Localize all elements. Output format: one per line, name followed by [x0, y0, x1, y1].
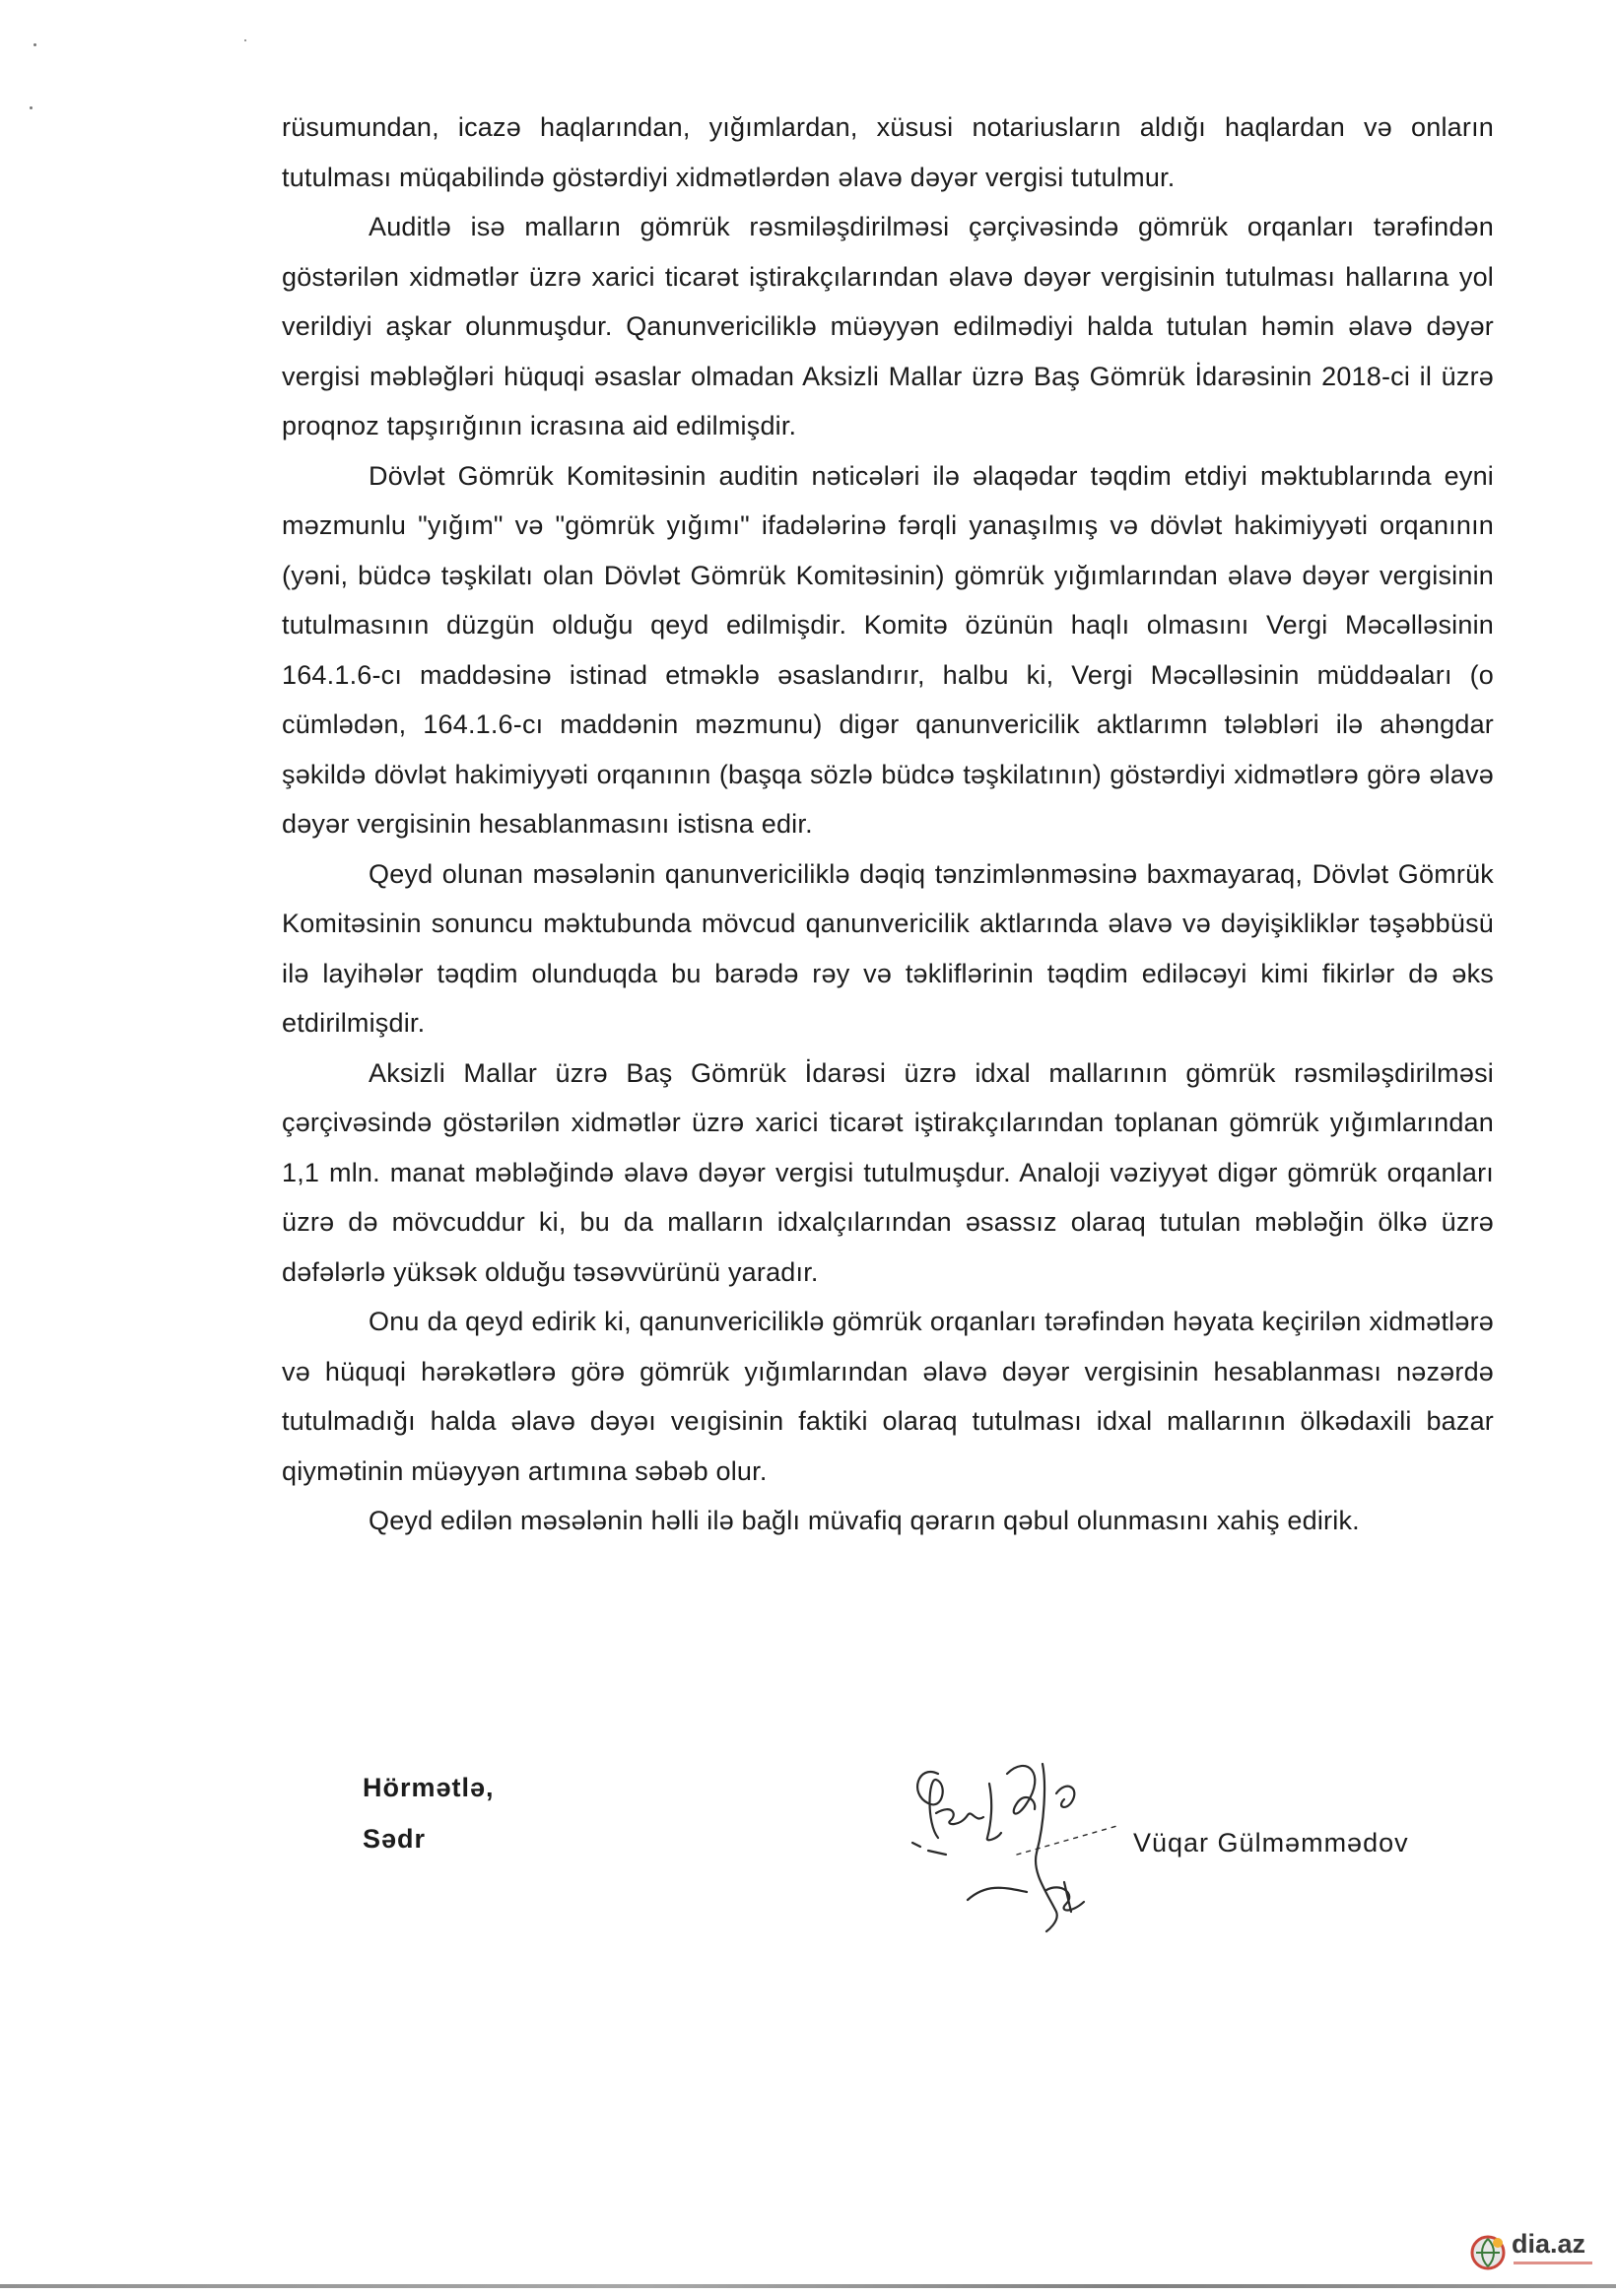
dia-globe-logo-icon	[1468, 2233, 1508, 2272]
signer-name: Vüqar Gülməmmədov	[1133, 1828, 1409, 1857]
salutation: Hörmətlə,	[363, 1773, 495, 1802]
watermark-underline	[1514, 2262, 1592, 2264]
paragraph-5: Aksizli Mallar üzrə Baş Gömrük İdarəsi üzrə idxal mallarının gömrük rəsmiləşdirilməsi çərçivəsində göstərilən xidmətlər üzrə xarici ticarət iştirakçılarından toplanan gömrük yığımlarından 1,1 mln. manat məbləğində əlavə dəyər vergisi tutulmuşdur. Analoji vəziyyət digər gömrük orqanları üzrə də mövcuddur ki, bu da malların idxalçılarından əsassız olaraq tutulan məbləğin ölkə üzrə dəfələrlə yüksək olduğu təsəvvürünü yaradır.	[282, 1057, 1494, 1287]
signer-position: Sədr	[363, 1824, 427, 1854]
paragraph-2: Auditlə isə malların gömrük rəsmiləşdirilməsi çərçivəsində gömrük orqanları tərəfindən göstərilən xidmətlər üzrə xarici ticarət iştirakçılarından əlavə dəyər vergisinin tutulması hallarına yol verildiyi aşkar olunmuşdur. Qanunvericiliklə müəyyən edilmədiyi halda tutulan həmin əlavə dəyər vergisi məbləğləri hüquqi əsaslar olmadan Aksizli Mallar üzrə Baş Gömrük İdarəsinin 2018-ci il üzrə proqnoz tapşırığının icrasına aid edilmişdir.	[282, 212, 1494, 440]
watermark	[1468, 2229, 1606, 2278]
scan-speck	[244, 39, 246, 41]
closing-block	[363, 1762, 495, 1864]
paragraph-1: rüsumundan, icazə haqlarından, yığımlardan, xüsusi notariusların aldığı haqlardan və onların tutulması müqabilində göstərdiyi xidmətlərdən əlavə dəyər vergisi tutulmur.	[282, 112, 1494, 192]
watermark-text: dia.az	[1512, 2229, 1586, 2259]
handwritten-signature-icon	[899, 1744, 1125, 1941]
paragraph-3: Dövlət Gömrük Komitəsinin auditin nəticələri ilə əlaqədar təqdim etdiyi məktublarında eyni məzmunlu "yığım" və "gömrük yığımı" ifadələrinə fərqli yanaşılmış və dövlət hakimiyyəti orqanının (yəni, büdcə təşkilatı olan Dövlət Gömrük Komitəsinin) gömrük yığımlarından əlavə dəyər vergisinin tutulmasının düzgün olduğu qeyd edilmişdir. Komitə özünün haqlı olmasını Vergi Məcəlləsinin 164.1.6-cı maddəsinə istinad etməklə əsaslandırır, halbu ki, Vergi Məcəlləsinin müddəaları (o cümlədən, 164.1.6-cı maddənin məzmunu) digər qanunvericilik aktlarımn tələbləri ilə ahəngdar şəkildə dövlət hakimiyyəti orqanının (başqa sözlə büdcə təşkilatının) göstərdiyi xidmətlərə görə əlavə dəyər vergisinin hesablanmasını istisna edir.	[282, 460, 1494, 839]
scan-speck	[34, 43, 36, 46]
letter-body	[282, 102, 1494, 1546]
paragraph-7: Qeyd edilən məsələnin həlli ilə bağlı müvafiq qərarın qəbul olunmasını xahiş edirik.	[369, 1506, 1360, 1535]
scan-bottom-edge	[0, 2284, 1616, 2288]
paragraph-6: Onu da qeyd edirik ki, qanunvericiliklə gömrük orqanları tərəfindən həyata keçirilən xidmətlərə və hüquqi hərəkətlərə görə gömrük yığımlarından əlavə dəyər vergisinin hesablanması nəzərdə tutulmadığı halda əlavə dəyəı veıgisinin faktiki olaraq tutulması idxal mallarının ölkədaxili bazar qiymətinin müəyyən artımına səbəb olur.	[282, 1307, 1494, 1486]
paragraph-4: Qeyd olunan məsələnin qanunvericiliklə dəqiq tənzimlənməsinə baxmayaraq, Dövlət Gömrük Komitəsinin sonuncu məktubunda mövcud qanunvericilik aktlarında əlavə və dəyişikliklər təşəbbüsü ilə layihələr təqdim olunduqda bu barədə rəy və təkliflərinin təqdim ediləcəyi kimi fikirlər də əks etdirilmişdir.	[282, 858, 1494, 1038]
scan-speck	[30, 106, 33, 109]
